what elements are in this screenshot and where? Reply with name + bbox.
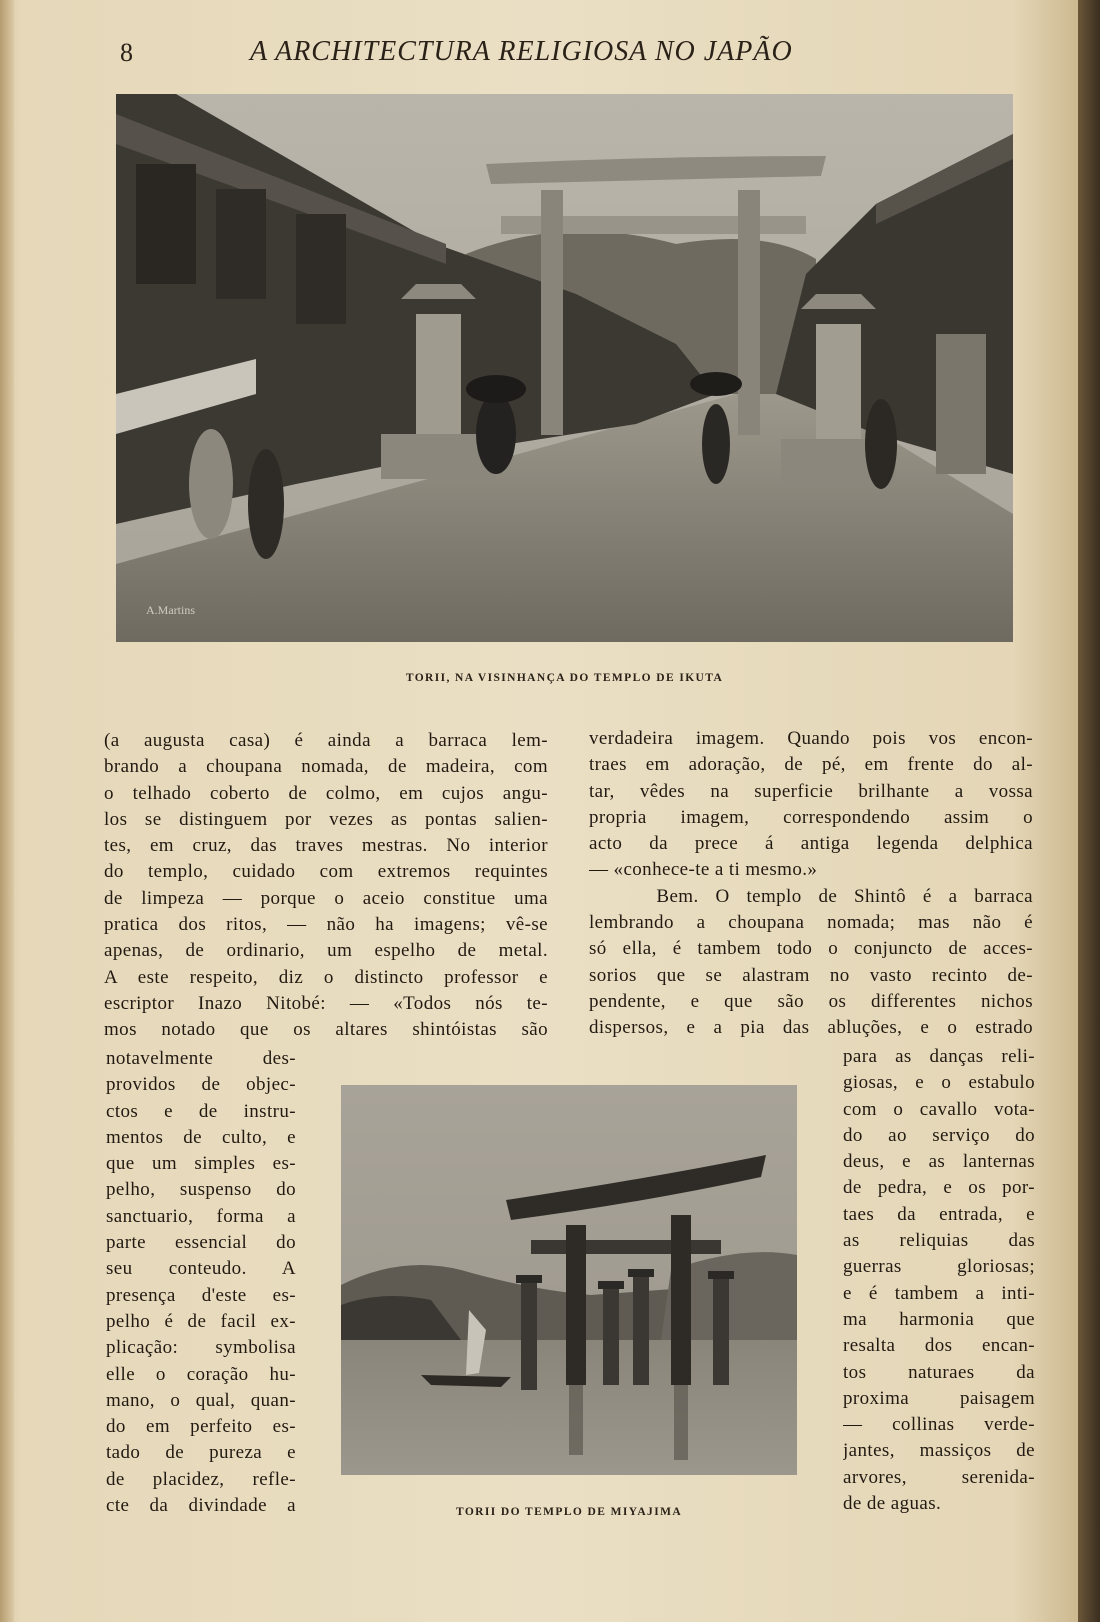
text-line: resalta dos encan- — [843, 1335, 1035, 1357]
text-column-right-top — [589, 726, 1033, 1042]
text-line: pratica dos ritos, — não ha imagens; vê-se — [104, 914, 548, 936]
text-line: só ella, é tambem todo o conjuncto de acces- — [589, 938, 1033, 960]
text-line: tes, em cruz, das traves mestras. No interior — [104, 835, 548, 857]
text-line: — «conhece-te a ti mesmo.» — [589, 859, 818, 881]
text-line: los se distinguem por vezes as pontas salien- — [104, 808, 548, 830]
text-line: plicação: symbolisa — [106, 1337, 296, 1359]
text-line: apenas, de ordinario, um espelho de metal. — [104, 940, 548, 962]
text-line: mos notado que os altares shintóistas são — [104, 1019, 548, 1041]
text-line: mentos de culto, e — [106, 1126, 296, 1148]
text-line: dispersos, e a pia das abluções, e o estrado — [589, 1017, 1033, 1039]
text-line: ma harmonia que — [843, 1308, 1035, 1330]
photo-torii-miyajima — [341, 1085, 797, 1475]
text-line: A este respeito, diz o distincto professor e — [104, 966, 548, 988]
text-line: que um simples es- — [106, 1153, 296, 1175]
text-line: guerras gloriosas; — [843, 1256, 1035, 1278]
text-line: sanctuario, forma a — [106, 1205, 296, 1227]
text-line: giosas, e o estabulo — [843, 1072, 1035, 1094]
text-line: pelho é de facil ex- — [106, 1310, 296, 1332]
page-number: 8 — [120, 38, 133, 67]
text-line: do templo, cuidado com extremos requintes — [104, 861, 548, 883]
text-column-left-narrow — [106, 1046, 296, 1519]
text-line: de limpeza — porque o aceio constitue uma — [104, 887, 548, 909]
text-line: de de aguas. — [843, 1493, 942, 1515]
text-line: as reliquias das — [843, 1230, 1035, 1252]
text-line: sorios que se alastram no vasto recinto de- — [589, 964, 1033, 986]
text-line: ctos e de instru- — [106, 1100, 296, 1122]
text-line: presença d'este es- — [106, 1284, 296, 1306]
photo-torii-ikuta — [116, 94, 1013, 642]
text-line: cte da divindade a — [106, 1495, 296, 1517]
text-line: (a augusta casa) é ainda a barraca lem- — [104, 730, 548, 751]
photo-signature: A.Martins — [146, 603, 195, 617]
street-scene-illustration — [116, 94, 1013, 642]
text-line: providos de objec- — [106, 1074, 296, 1096]
text-line: traes em adoração, de pé, em frente do al- — [589, 754, 1033, 776]
text-line: proxima paisagem — [843, 1387, 1035, 1409]
text-line: parte essencial do — [106, 1232, 296, 1254]
text-line: tado de pureza e — [106, 1442, 296, 1464]
text-line: acto da prece á antiga legenda delphica — [589, 833, 1033, 855]
book-spine-shadow — [1078, 0, 1100, 1622]
text-line: do em perfeito es- — [106, 1416, 296, 1438]
text-line: pelho, suspenso do — [106, 1179, 296, 1201]
text-line: brando a choupana nomada, de madeira, com — [104, 756, 548, 778]
text-line: escriptor Inazo Nitobé: — «Todos nós te- — [104, 992, 548, 1014]
text-line: notavelmente des- — [106, 1048, 296, 1069]
text-line: seu conteudo. A — [106, 1258, 296, 1280]
text-line: arvores, serenida- — [843, 1466, 1035, 1488]
text-line: tos naturaes da — [843, 1361, 1035, 1383]
text-line: deus, e as lanternas — [843, 1151, 1035, 1173]
caption-miyajima: TORII DO TEMPLO DE MIYAJIMA — [455, 1506, 683, 1518]
text-line: lembrando a choupana nomada; mas não é — [589, 912, 1033, 934]
text-line: Bem. O templo de Shintô é a barraca — [589, 885, 1033, 907]
text-line: com o cavallo vota- — [843, 1098, 1035, 1120]
caption-ikuta: TORII, NA VISINHANÇA DO TEMPLO DE IKUTA — [405, 672, 724, 684]
text-line: mano, o qual, quan- — [106, 1389, 296, 1411]
text-line: verdadeira imagem. Quando pois vos encon- — [589, 728, 1033, 749]
miyajima-torii-illustration — [341, 1085, 797, 1475]
text-line: propria imagem, correspondendo assim o — [589, 806, 1033, 828]
running-title: A ARCHITECTURA RELIGIOSA NO JAPÃO — [250, 36, 793, 67]
text-line: o telhado coberto de colmo, em cujos angu- — [104, 782, 548, 804]
text-line: elle o coração hu- — [106, 1363, 296, 1385]
text-line: jantes, massiços de — [843, 1440, 1035, 1462]
text-line: do ao serviço do — [843, 1124, 1035, 1146]
text-line: de placidez, refle- — [106, 1468, 296, 1490]
text-line: para as danças reli- — [843, 1046, 1035, 1067]
text-line: taes da entrada, e — [843, 1203, 1035, 1225]
text-line: pendente, e que são os differentes nichos — [589, 990, 1033, 1012]
text-line: e é tambem a inti- — [843, 1282, 1035, 1304]
text-line: tar, vêdes na superficie brilhante a vossa — [589, 780, 1033, 802]
text-column-right-narrow — [843, 1044, 1035, 1517]
text-line: — collinas verde- — [843, 1414, 1035, 1436]
text-column-left-top — [104, 728, 548, 1044]
text-line: de pedra, e os por- — [843, 1177, 1035, 1199]
